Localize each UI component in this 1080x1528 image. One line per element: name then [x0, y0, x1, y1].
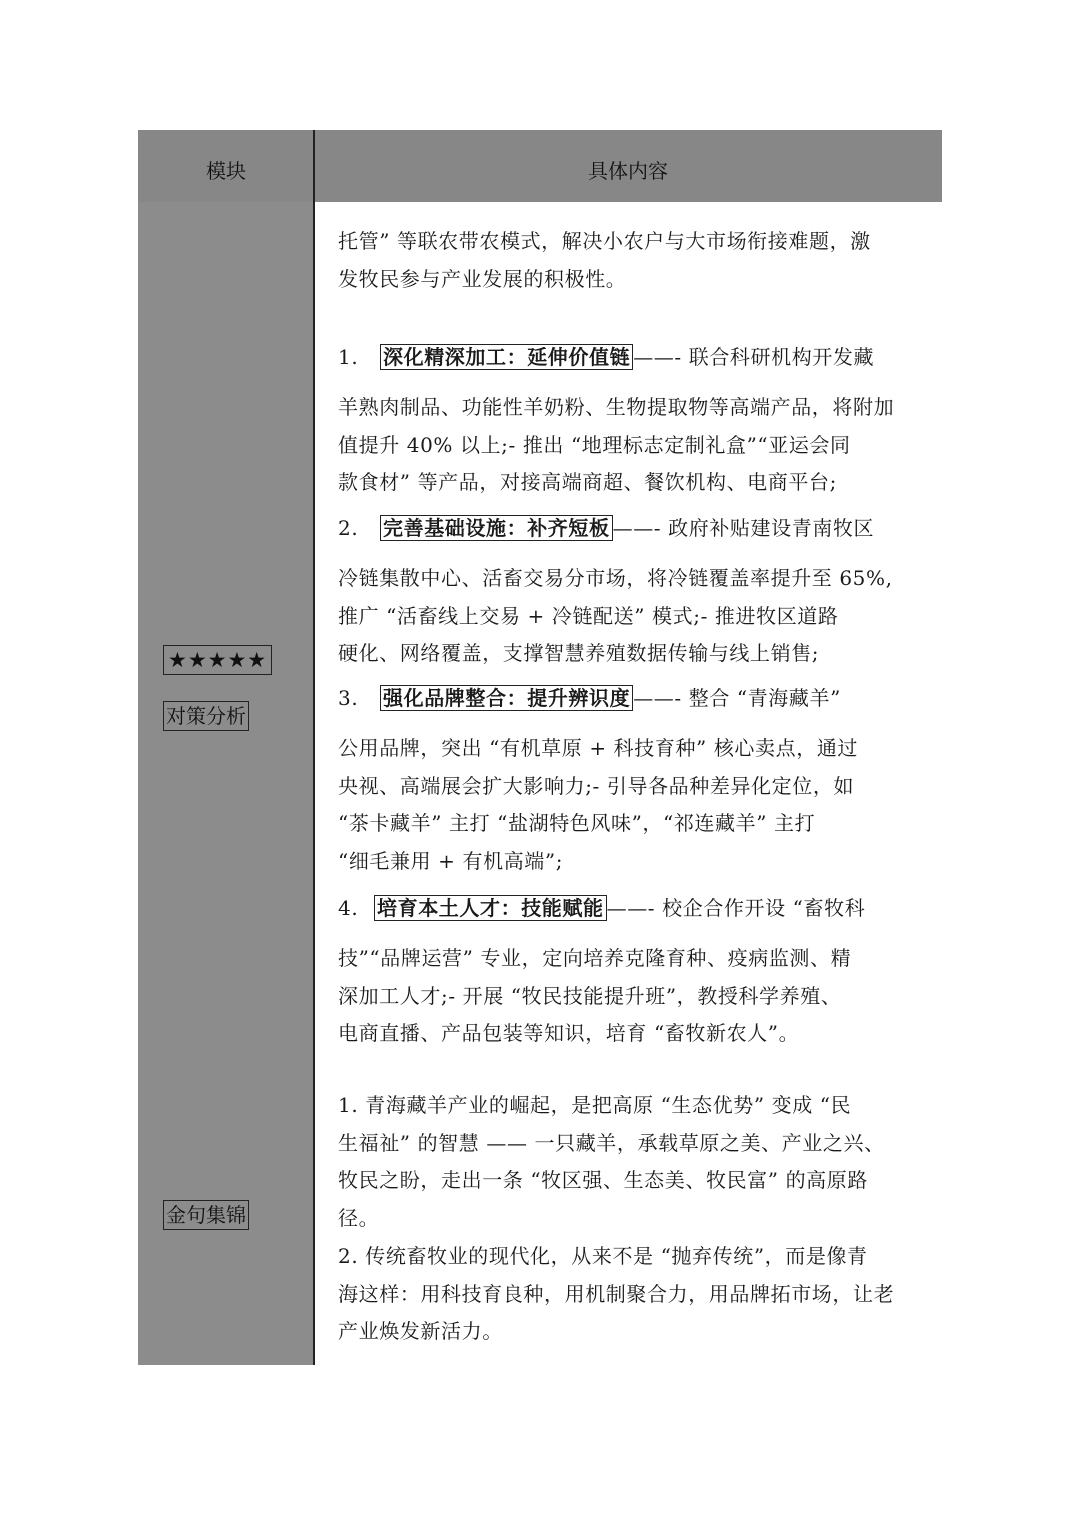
- measure-lead: ——- 政府补贴建设青南牧区: [612, 516, 875, 540]
- column-divider: [313, 130, 315, 1365]
- section-label-strategy: 对策分析: [163, 701, 249, 731]
- measure-1-body: 羊熟肉制品、功能性羊奶粉、生物提取物等高端产品，将附加 值提升 40% 以上;- 推出 “地理标志定制礼盒”“亚运会同 款食材” 等产品，对接高端商超、餐饮机构、电商平台;: [338, 395, 895, 494]
- measure-title: 完善基础设施：补齐短板: [380, 515, 613, 541]
- measure-title: 深化精深加工：延伸价值链: [380, 344, 633, 370]
- quote-1: 1. 青海藏羊产业的崛起，是把高原 “生态优势” 变成 “民 生福祉” 的智慧 —— 一只藏羊，承载草原之美、产业之兴、 牧民之盼，走出一条 “牧区强、生态美、牧民富” 的高原路 径。: [338, 1093, 885, 1230]
- rating-stars: ★★★★★: [163, 645, 272, 675]
- measure-3-body: 公用品牌，突出 “有机草原 + 科技育种” 核心卖点，通过 央视、高端展会扩大影响力;- 引导各品种差异化定位，如 “茶卡藏羊” 主打 “盐湖特色风味”，“祁连藏羊” 主打 “细毛兼用 + 有机高端”;: [338, 736, 859, 873]
- intro-paragraph: 托管” 等联农带农模式，解决小农户与大市场衔接难题，激 发牧民参与产业发展的积极性。: [338, 229, 871, 291]
- measure-lead: ——- 整合 “青海藏羊”: [633, 686, 841, 710]
- measure-3-heading: [338, 682, 841, 711]
- header-module-label: 模块: [206, 159, 246, 183]
- measure-number: 1.: [338, 345, 359, 369]
- measure-2-heading: [338, 512, 874, 541]
- section-label-quotes: 金句集锦: [163, 1200, 249, 1230]
- measure-lead: ——- 校企合作开设 “畜牧科: [606, 896, 866, 920]
- measure-title: 培育本土人才：技能赋能: [374, 895, 607, 921]
- quote-2: 2. 传统畜牧业的现代化，从来不是 “抛弃传统”，而是像青 海这样：用科技育良种，用机制聚合力，用品牌拓市场，让老 产业焕发新活力。: [338, 1244, 895, 1343]
- measure-number: 2.: [338, 516, 359, 540]
- measure-4-body: 技”“品牌运营” 专业，定向培养克隆育种、疫病监测、精 深加工人才;- 开展 “牧民技能提升班”，教授科学养殖、 电商直播、产品包装等知识，培育 “畜牧新农人”。: [338, 946, 852, 1045]
- header-content-label: 具体内容: [588, 159, 668, 183]
- measure-4-heading: [338, 892, 865, 921]
- measure-lead: ——- 联合科研机构开发藏: [633, 345, 875, 369]
- measure-number: 4.: [338, 896, 359, 920]
- measure-2-body: 冷链集散中心、活畜交易分市场，将冷链覆盖率提升至 65%, 推广 “活畜线上交易 + 冷链配送” 模式;- 推进牧区道路 硬化、网络覆盖，支撑智慧养殖数据传输与线上销售;: [338, 566, 893, 665]
- measure-1-heading: [338, 341, 874, 370]
- measure-title: 强化品牌整合：提升辨识度: [380, 685, 633, 711]
- module-column: [138, 202, 314, 1365]
- measure-number: 3.: [338, 686, 359, 710]
